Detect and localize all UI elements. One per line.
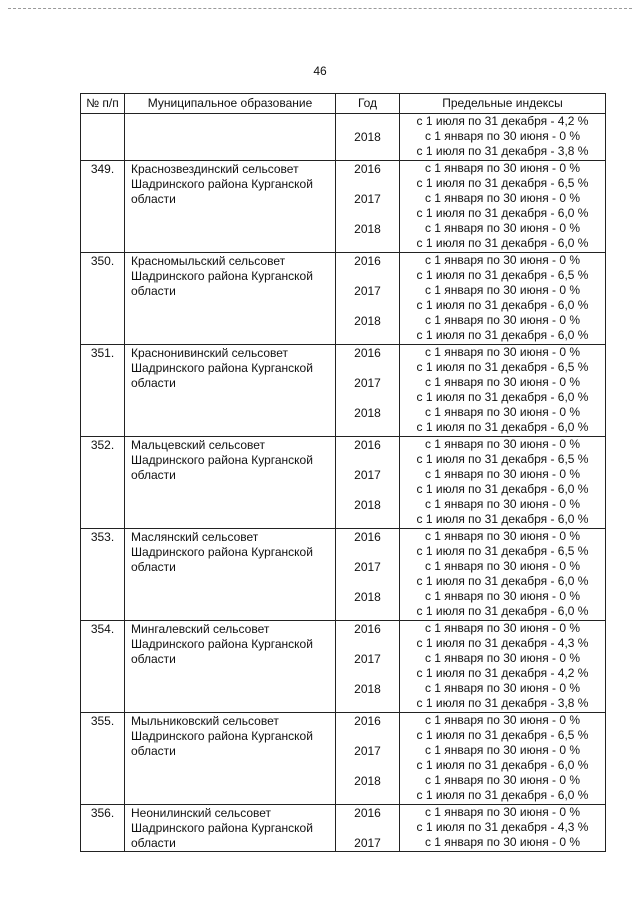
year-line: 2016 bbox=[354, 254, 381, 268]
row-number bbox=[81, 114, 125, 161]
index-line: с 1 июля по 31 декабря - 6,5 % bbox=[416, 268, 589, 282]
index-line: с 1 января по 30 июня - 0 % bbox=[424, 405, 581, 419]
index-line: с 1 января по 30 июня - 0 % bbox=[424, 559, 581, 573]
year-line: 2018 bbox=[354, 406, 381, 420]
year-line bbox=[338, 177, 397, 192]
table-header-row bbox=[81, 94, 606, 114]
year-line bbox=[338, 575, 397, 590]
year-line: 2018 bbox=[354, 682, 381, 696]
year-line bbox=[338, 421, 397, 436]
index-line: с 1 июля по 31 декабря - 6,0 % bbox=[416, 788, 589, 802]
municipality-name: Красномыльский сельсовет Шадринского района Курганской области bbox=[125, 253, 336, 345]
year-line bbox=[338, 821, 397, 836]
indices-cell bbox=[400, 253, 606, 345]
year-cell bbox=[336, 713, 400, 805]
index-line: с 1 июля по 31 декабря - 6,0 % bbox=[416, 604, 589, 618]
year-line bbox=[338, 361, 397, 376]
index-line: с 1 января по 30 июня - 0 % bbox=[424, 589, 581, 603]
header-num: № п/п bbox=[81, 94, 125, 114]
index-line: с 1 января по 30 июня - 0 % bbox=[424, 713, 581, 727]
index-line: с 1 января по 30 июня - 0 % bbox=[424, 129, 581, 143]
index-line: с 1 июля по 31 декабря - 6,0 % bbox=[416, 236, 589, 250]
year-line bbox=[338, 299, 397, 314]
year-line bbox=[338, 207, 397, 222]
municipality-name: Неонилинский сельсовет Шадринского района Курганской области bbox=[125, 805, 336, 852]
index-line: с 1 января по 30 июня - 0 % bbox=[424, 529, 581, 543]
index-line: с 1 июля по 31 декабря - 6,0 % bbox=[416, 390, 589, 404]
table-row bbox=[81, 529, 606, 621]
index-line: с 1 января по 30 июня - 0 % bbox=[424, 773, 581, 787]
row-number: 352. bbox=[81, 437, 125, 529]
year-line bbox=[338, 605, 397, 620]
year-line: 2018 bbox=[354, 314, 381, 328]
year-line: 2017 bbox=[354, 744, 381, 758]
indices-cell bbox=[400, 345, 606, 437]
indices-cell bbox=[400, 437, 606, 529]
index-line: с 1 января по 30 июня - 0 % bbox=[424, 681, 581, 695]
year-cell bbox=[336, 161, 400, 253]
year-line: 2017 bbox=[354, 836, 381, 850]
index-line: с 1 июля по 31 декабря - 6,5 % bbox=[416, 544, 589, 558]
municipality-name: Краснозвездинский сельсовет Шадринского района Курганской области bbox=[125, 161, 336, 253]
year-line bbox=[338, 513, 397, 528]
indices-cell bbox=[400, 713, 606, 805]
row-number: 355. bbox=[81, 713, 125, 805]
table-row bbox=[81, 345, 606, 437]
year-line: 2018 bbox=[354, 498, 381, 512]
year-line bbox=[338, 391, 397, 406]
scan-top-border bbox=[8, 8, 632, 9]
year-line: 2016 bbox=[354, 622, 381, 636]
index-line: с 1 января по 30 июня - 0 % bbox=[424, 437, 581, 451]
year-line bbox=[338, 697, 397, 712]
index-line: с 1 января по 30 июня - 0 % bbox=[424, 467, 581, 481]
year-line bbox=[338, 789, 397, 804]
index-line: с 1 июля по 31 декабря - 4,3 % bbox=[416, 820, 589, 834]
indices-cell bbox=[400, 621, 606, 713]
municipality-name: Мингалевский сельсовет Шадринского района Курганской области bbox=[125, 621, 336, 713]
indices-cell bbox=[400, 161, 606, 253]
index-line: с 1 июля по 31 декабря - 6,0 % bbox=[416, 298, 589, 312]
year-line bbox=[338, 637, 397, 652]
year-line bbox=[338, 453, 397, 468]
municipality-name bbox=[125, 114, 336, 161]
year-cell bbox=[336, 805, 400, 852]
index-line: с 1 января по 30 июня - 0 % bbox=[424, 743, 581, 757]
year-line: 2016 bbox=[354, 162, 381, 176]
year-line: 2017 bbox=[354, 284, 381, 298]
table-row bbox=[81, 713, 606, 805]
municipality-name: Краснонивинский сельсовет Шадринского района Курганской области bbox=[125, 345, 336, 437]
index-line: с 1 июля по 31 декабря - 6,5 % bbox=[416, 176, 589, 190]
year-line: 2018 bbox=[354, 774, 381, 788]
index-line: с 1 июля по 31 декабря - 6,5 % bbox=[416, 728, 589, 742]
year-cell bbox=[336, 345, 400, 437]
municipality-name: Мыльниковский сельсовет Шадринского района Курганской области bbox=[125, 713, 336, 805]
year-line: 2018 bbox=[354, 222, 381, 236]
year-cell bbox=[336, 437, 400, 529]
index-line: с 1 января по 30 июня - 0 % bbox=[424, 221, 581, 235]
index-line: с 1 июля по 31 декабря - 3,8 % bbox=[416, 144, 589, 158]
index-line: с 1 января по 30 июня - 0 % bbox=[424, 805, 581, 819]
row-number: 349. bbox=[81, 161, 125, 253]
year-line: 2017 bbox=[354, 560, 381, 574]
index-line: с 1 июля по 31 декабря - 4,3 % bbox=[416, 636, 589, 650]
year-line bbox=[338, 269, 397, 284]
index-line: с 1 января по 30 июня - 0 % bbox=[424, 313, 581, 327]
index-line: с 1 января по 30 июня - 0 % bbox=[424, 375, 581, 389]
index-line: с 1 января по 30 июня - 0 % bbox=[424, 253, 581, 267]
indices-cell bbox=[400, 114, 606, 161]
header-municipality: Муниципальное образование bbox=[125, 94, 336, 114]
row-number: 350. bbox=[81, 253, 125, 345]
year-cell bbox=[336, 529, 400, 621]
year-line: 2016 bbox=[354, 714, 381, 728]
year-line bbox=[338, 729, 397, 744]
year-line: 2016 bbox=[354, 346, 381, 360]
row-number: 351. bbox=[81, 345, 125, 437]
index-line: с 1 января по 30 июня - 0 % bbox=[424, 345, 581, 359]
index-line: с 1 января по 30 июня - 0 % bbox=[424, 283, 581, 297]
table-row bbox=[81, 114, 606, 161]
year-line bbox=[338, 115, 397, 130]
table-row bbox=[81, 253, 606, 345]
year-cell bbox=[336, 621, 400, 713]
year-line: 2017 bbox=[354, 376, 381, 390]
header-year: Год bbox=[336, 94, 400, 114]
index-line: с 1 января по 30 июня - 0 % bbox=[424, 621, 581, 635]
year-line: 2018 bbox=[354, 590, 381, 604]
year-cell bbox=[336, 253, 400, 345]
index-line: с 1 июля по 31 декабря - 4,2 % bbox=[416, 114, 589, 128]
index-line: с 1 июля по 31 декабря - 6,0 % bbox=[416, 420, 589, 434]
year-line: 2017 bbox=[354, 652, 381, 666]
index-line: с 1 января по 30 июня - 0 % bbox=[424, 191, 581, 205]
year-line bbox=[338, 759, 397, 774]
row-number: 353. bbox=[81, 529, 125, 621]
municipality-name: Мальцевский сельсовет Шадринского района Курганской области bbox=[125, 437, 336, 529]
index-line: с 1 января по 30 июня - 0 % bbox=[424, 651, 581, 665]
table-row bbox=[81, 621, 606, 713]
row-number: 354. bbox=[81, 621, 125, 713]
index-line: с 1 июля по 31 декабря - 4,2 % bbox=[416, 666, 589, 680]
index-line: с 1 июля по 31 декабря - 3,8 % bbox=[416, 696, 589, 710]
index-line: с 1 июля по 31 декабря - 6,0 % bbox=[416, 512, 589, 526]
indices-cell bbox=[400, 529, 606, 621]
table-row bbox=[81, 437, 606, 529]
year-line: 2017 bbox=[354, 192, 381, 206]
index-line: с 1 июля по 31 декабря - 6,5 % bbox=[416, 360, 589, 374]
index-line: с 1 июля по 31 декабря - 6,0 % bbox=[416, 574, 589, 588]
year-line bbox=[338, 145, 397, 160]
table-row bbox=[81, 805, 606, 852]
indices-table bbox=[80, 93, 606, 852]
header-indices: Предельные индексы bbox=[400, 94, 606, 114]
index-line: с 1 января по 30 июня - 0 % bbox=[424, 835, 581, 849]
year-line bbox=[338, 237, 397, 252]
index-line: с 1 июля по 31 декабря - 6,0 % bbox=[416, 206, 589, 220]
index-line: с 1 июля по 31 декабря - 6,0 % bbox=[416, 758, 589, 772]
year-line: 2018 bbox=[354, 130, 381, 144]
row-number: 356. bbox=[81, 805, 125, 852]
year-cell bbox=[336, 114, 400, 161]
index-line: с 1 января по 30 июня - 0 % bbox=[424, 497, 581, 511]
year-line: 2016 bbox=[354, 806, 381, 820]
page-number: 46 bbox=[313, 64, 327, 78]
year-line bbox=[338, 545, 397, 560]
index-line: с 1 июля по 31 декабря - 6,0 % bbox=[416, 328, 589, 342]
index-line: с 1 июля по 31 декабря - 6,0 % bbox=[416, 482, 589, 496]
year-line bbox=[338, 329, 397, 344]
municipality-name: Маслянский сельсовет Шадринского района Курганской области bbox=[125, 529, 336, 621]
year-line: 2017 bbox=[354, 468, 381, 482]
index-line: с 1 января по 30 июня - 0 % bbox=[424, 161, 581, 175]
index-line: с 1 июля по 31 декабря - 6,5 % bbox=[416, 452, 589, 466]
year-line bbox=[338, 483, 397, 498]
indices-cell bbox=[400, 805, 606, 852]
year-line bbox=[338, 667, 397, 682]
table-row bbox=[81, 161, 606, 253]
year-line: 2016 bbox=[354, 438, 381, 452]
year-line: 2016 bbox=[354, 530, 381, 544]
